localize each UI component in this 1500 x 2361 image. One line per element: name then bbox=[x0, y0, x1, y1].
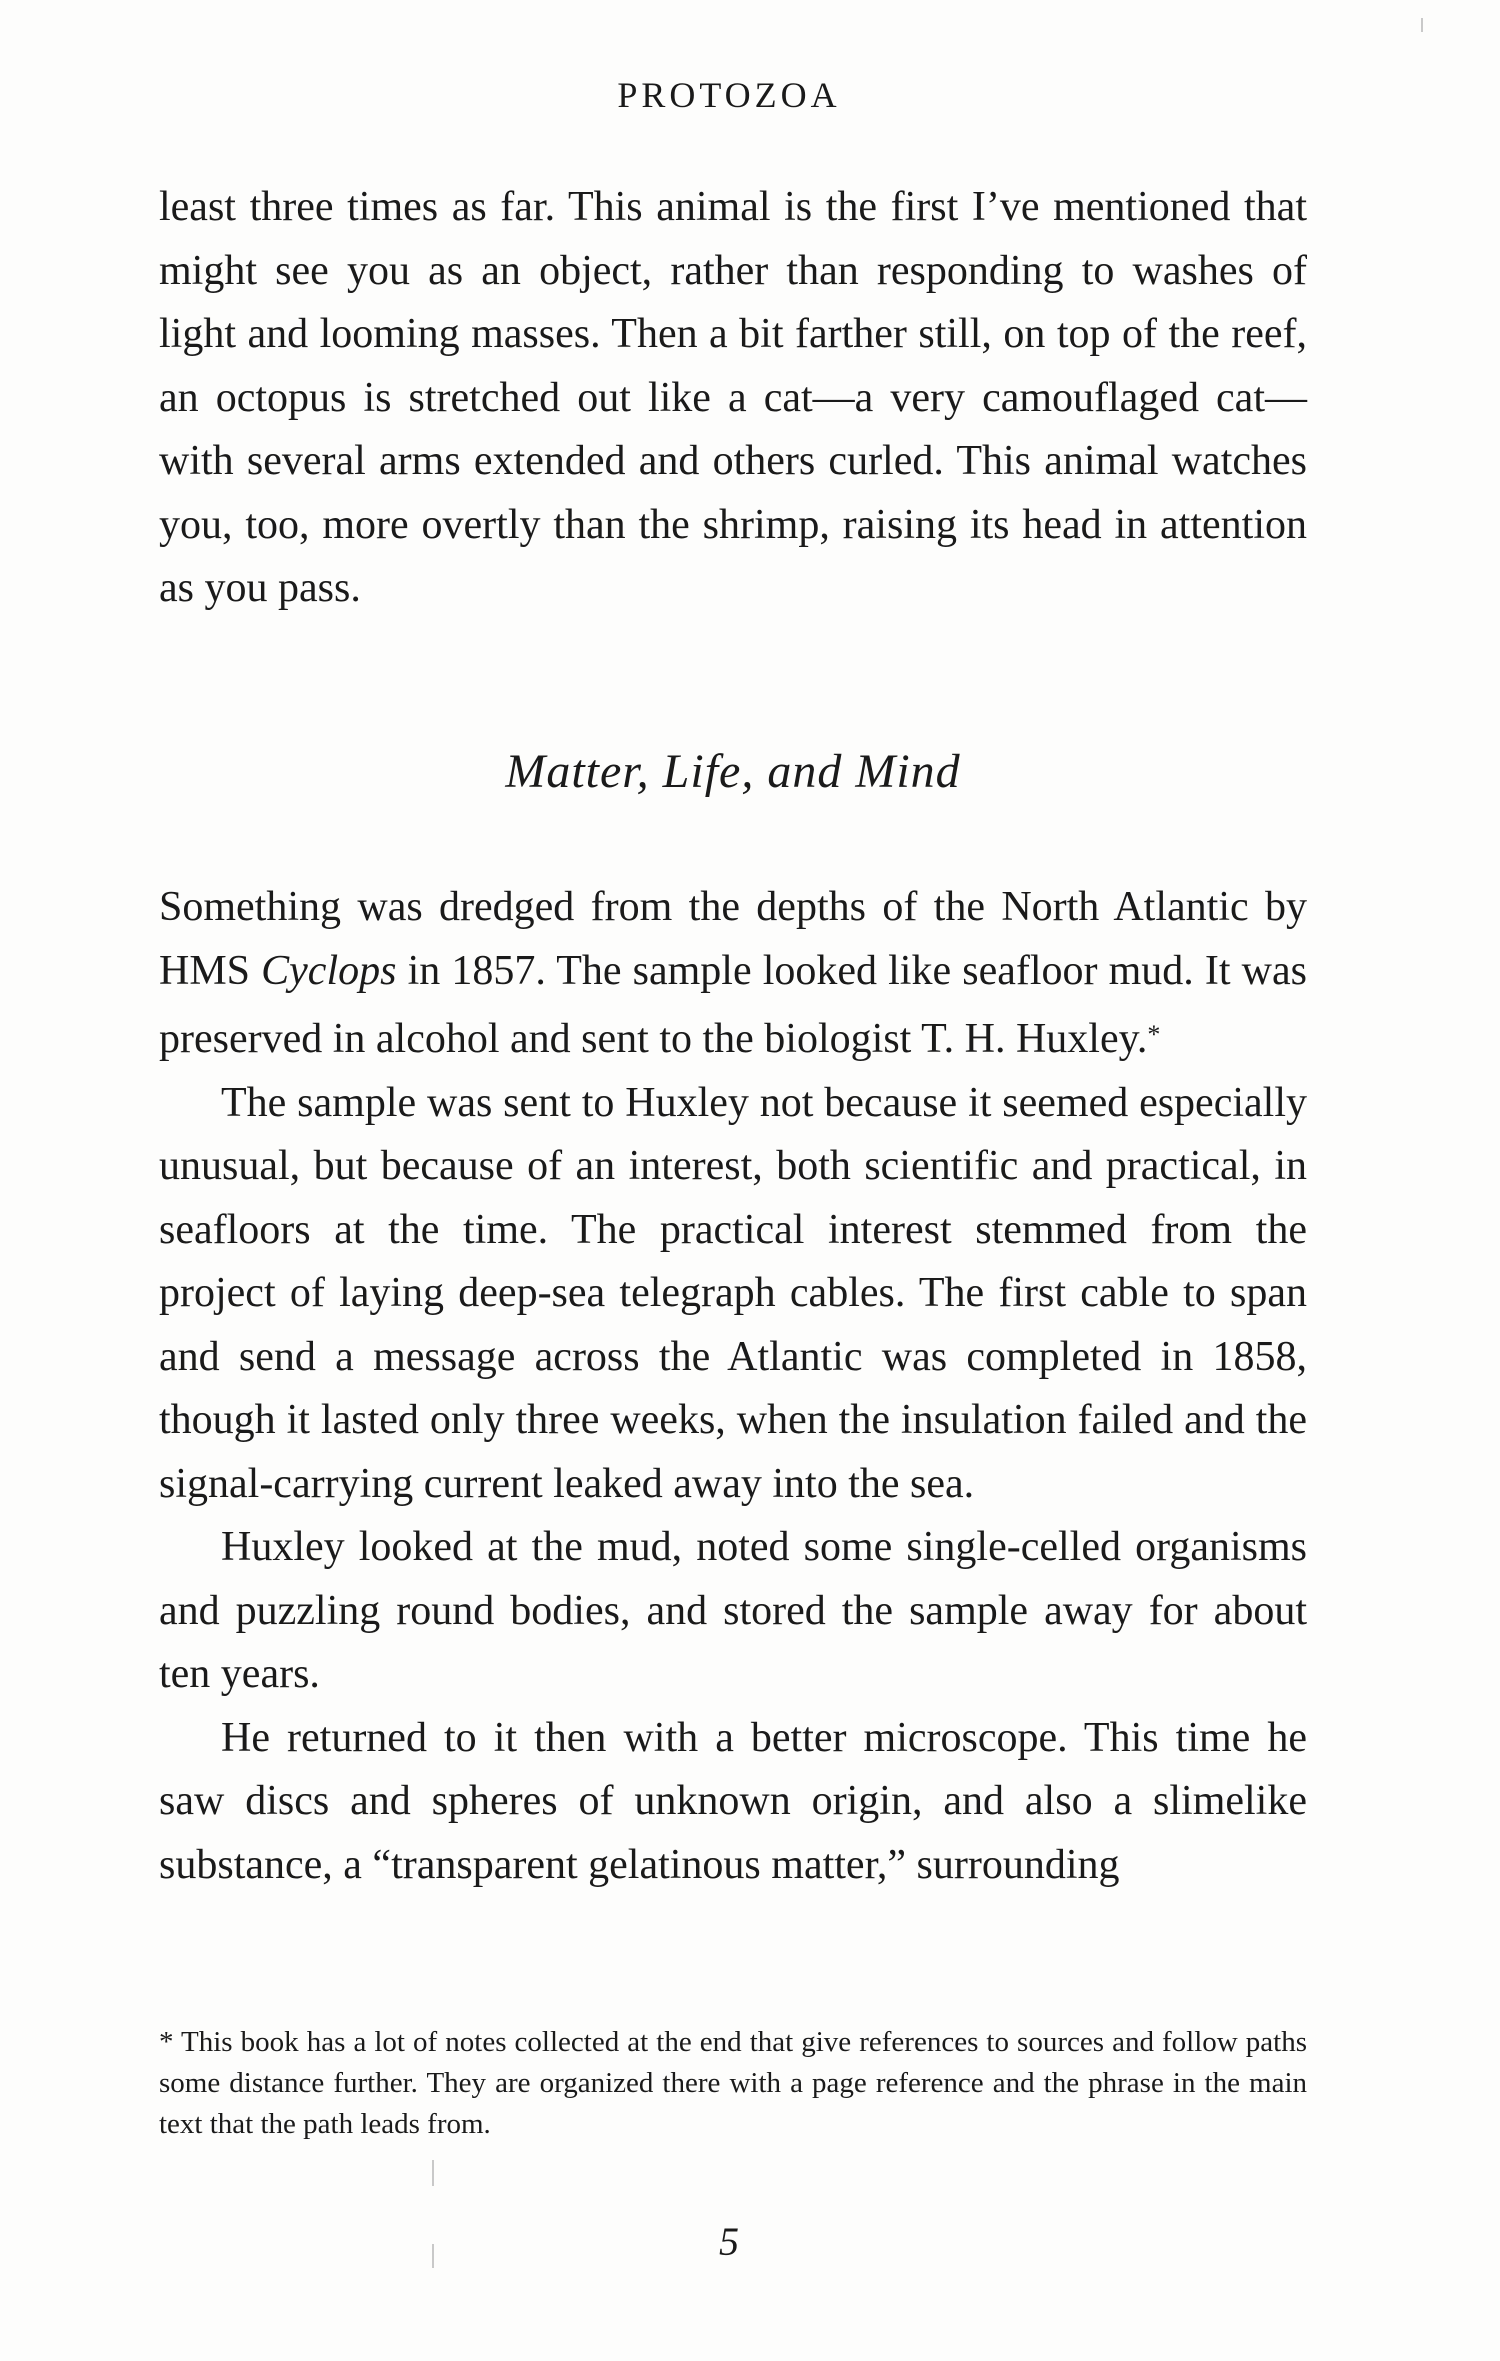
paragraph-3: Huxley looked at the mud, noted some single-celled organisms and puzzling round bodies, and stored the sample away for about ten years. bbox=[159, 1524, 1307, 1697]
section-heading: Matter, Life, and Mind bbox=[505, 745, 961, 798]
ship-name: Cyclops bbox=[261, 947, 397, 994]
scan-artifact bbox=[432, 2160, 434, 2186]
footnote-marker: * bbox=[1147, 1020, 1161, 1049]
footnote-text: * This book has a lot of notes collected at the end that give references to sources and follow paths some distance further. They are organized there with a page reference and the phrase in the main text that the path leads from. bbox=[159, 2026, 1307, 2140]
page-number: 5 bbox=[719, 2219, 739, 2264]
opening-paragraph: least three times as far. This animal is the first I’ve mentioned that might see you as an object, rather than responding to washes of light and looming masses. Then a bit farther still, on top of the reef, an octopus is stretched out like a cat—a very camouflaged cat—with several arms extended and others curled. This animal watches you, too, more overtly than the shrimp, raising its head in attention as you pass. bbox=[159, 184, 1307, 611]
paragraph-1-text-b: in 1857. The sample looked like seafloor mud. It was preserved in alcohol and sent to the biologist T. H. Huxley. bbox=[159, 947, 1307, 1062]
section-body bbox=[159, 876, 1307, 1897]
scan-artifact bbox=[432, 2244, 434, 2268]
footnote bbox=[159, 2022, 1307, 2145]
scan-artifact bbox=[1421, 18, 1423, 32]
paragraph-1-text-a: Something was dredged from the depths of the North Atlantic by HMS bbox=[159, 884, 1307, 994]
paragraph-4: He returned to it then with a better microscope. This time he saw discs and spheres of unknown origin, and also a slimelike substance, a “transparent gelatinous matter,” surrounding bbox=[159, 1714, 1307, 1888]
paragraph-2: The sample was sent to Huxley not because it seemed especially unusual, but because of an interest, both scientific and practical, in seafloors at the time. The practical interest stemmed from the project of laying deep-sea telegraph cables. The first cable to span and send a message across the Atlantic was completed in 1858, though it lasted only three weeks, when the insulation failed and the signal-carrying current leaked away into the sea. bbox=[159, 1079, 1307, 1507]
paragraph-1 bbox=[159, 876, 1307, 1072]
opening-text-block bbox=[159, 176, 1307, 621]
running-head: PROTOZOA bbox=[617, 75, 841, 115]
